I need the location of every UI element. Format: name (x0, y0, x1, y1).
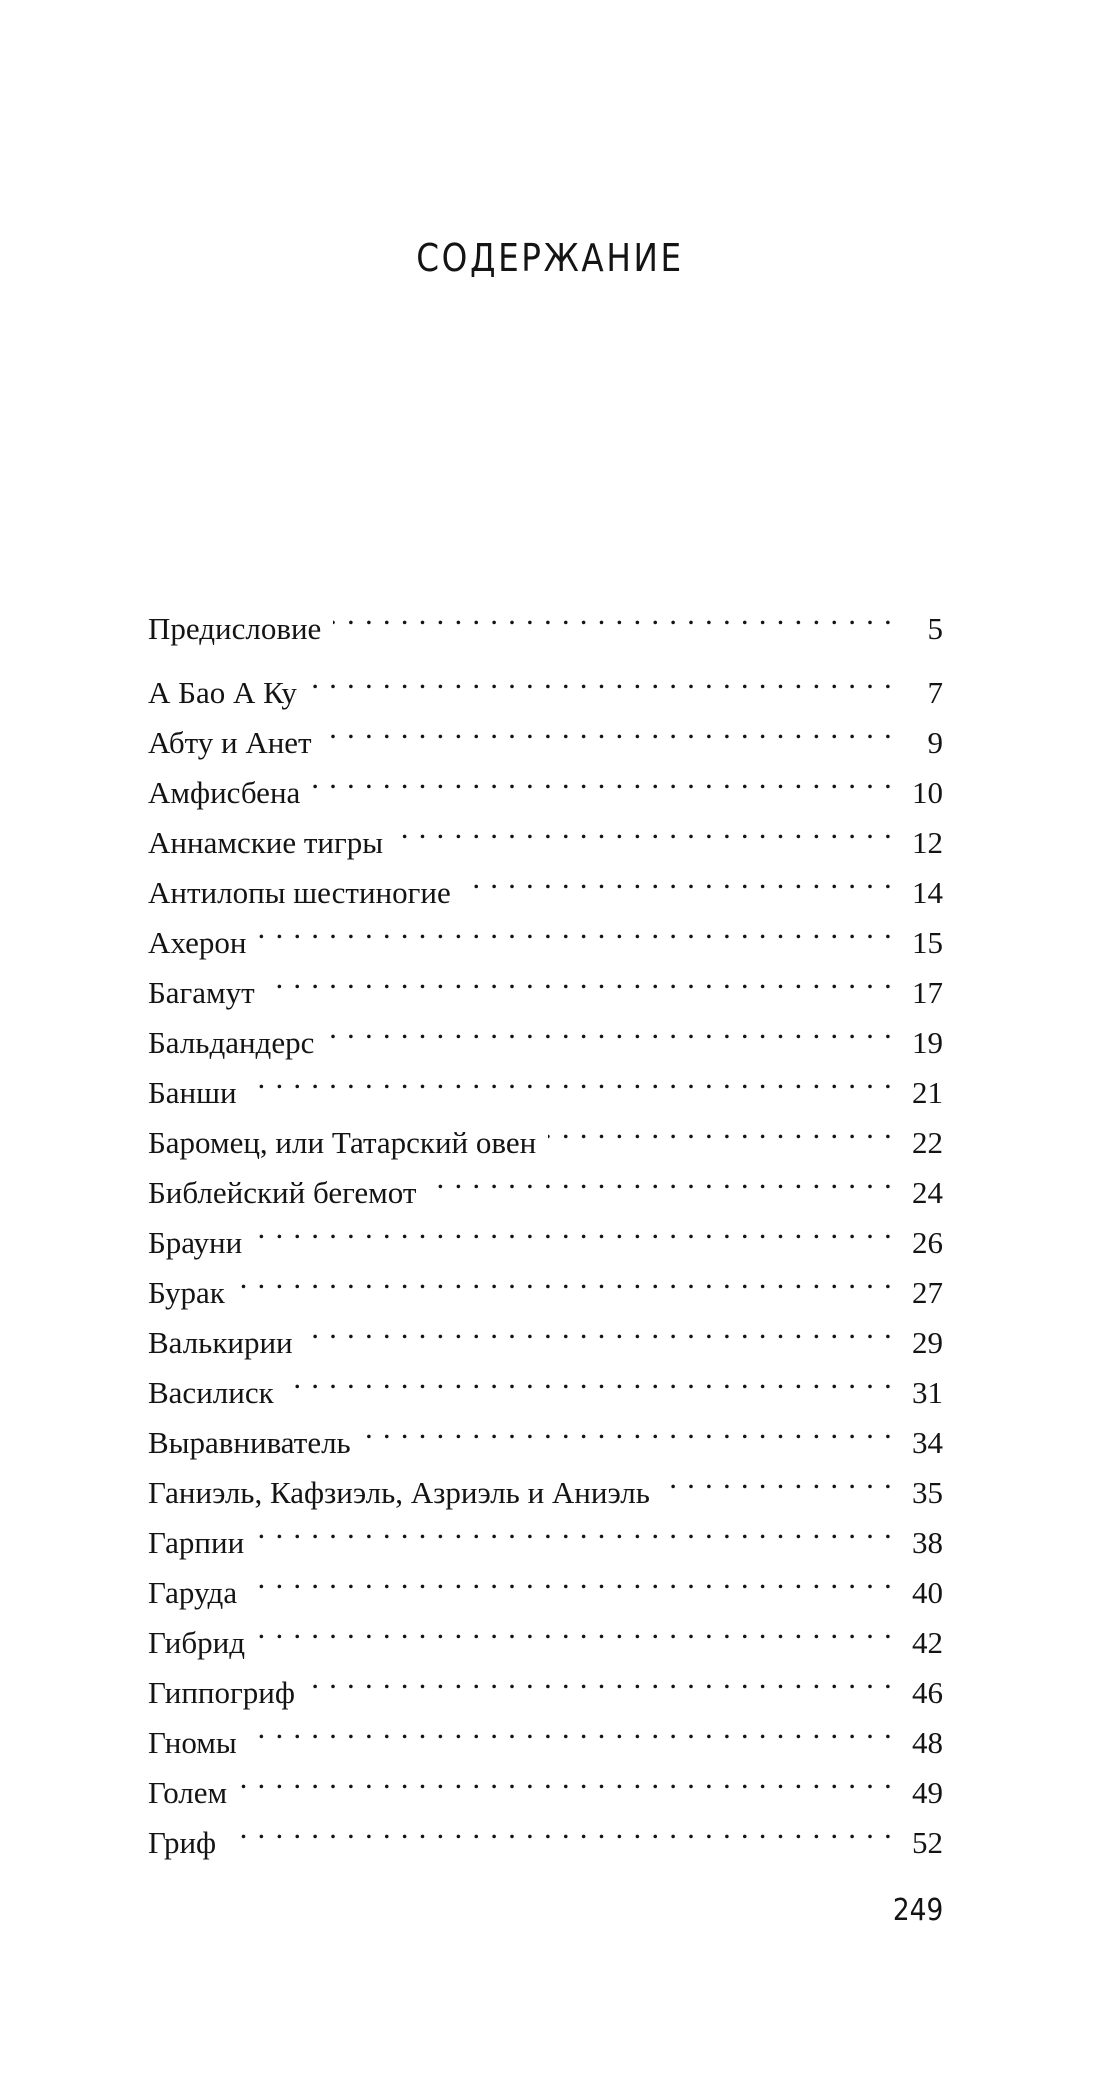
dot-leader (267, 953, 901, 1003)
toc-entry-title: Багамут (148, 975, 255, 1010)
toc-entry-title: Библейский бегемот (148, 1175, 417, 1210)
toc-entry-page-number: 42 (912, 1625, 943, 1660)
dot-leader (286, 1353, 901, 1403)
toc-entry-page-number: 9 (927, 725, 943, 760)
toc-entry-title: Бурак (148, 1275, 225, 1310)
dot-leader (395, 803, 901, 853)
toc-entry-title: А Бао А Ку (148, 675, 297, 710)
dot-leader (258, 903, 901, 953)
toc-entry-title: Баромец, или Татарский овен (148, 1125, 537, 1160)
toc-entry (148, 953, 943, 1010)
toc-entry-page-number: 27 (912, 1275, 943, 1310)
toc-entry-title: Предисловие (148, 611, 322, 646)
toc-entry (148, 1103, 943, 1160)
toc-entry (148, 1653, 943, 1710)
toc-entry-title: Гибрид (148, 1625, 245, 1660)
toc-entry-page-number: 34 (912, 1425, 943, 1460)
toc-entry-page-number: 14 (912, 875, 943, 910)
toc-entry-title: Василиск (148, 1375, 274, 1410)
toc-entry-page-number: 5 (927, 611, 943, 646)
toc-entry-page-number: 40 (912, 1575, 943, 1610)
toc-entry (148, 1203, 943, 1260)
dot-leader (257, 1603, 901, 1653)
toc-entry-title: Банши (148, 1075, 237, 1110)
dot-leader (249, 1703, 901, 1753)
dot-leader (249, 1553, 901, 1603)
page-number: 249 (892, 1893, 943, 1928)
toc-entry-title: Гриф (148, 1825, 217, 1860)
dot-leader (363, 1403, 901, 1453)
toc-entry (148, 1303, 943, 1360)
dot-leader (463, 853, 901, 903)
dot-leader (237, 1253, 901, 1303)
dot-leader (254, 1203, 901, 1253)
toc-entry-page-number: 10 (912, 775, 943, 810)
toc-entry-title: Бальдандерс (148, 1025, 315, 1060)
toc-entry-title: Аннамские тигры (148, 825, 384, 860)
toc-entry-page-number: 21 (912, 1075, 943, 1110)
toc-entry-page-number: 26 (912, 1225, 943, 1260)
dot-leader (548, 1103, 901, 1153)
dot-leader (333, 589, 901, 639)
toc-entry-page-number: 31 (912, 1375, 943, 1410)
toc-entry-page-number: 35 (912, 1475, 943, 1510)
dot-leader (309, 653, 901, 703)
toc-entry-title: Выравниватель (148, 1425, 351, 1460)
toc-entry-title: Гиппогриф (148, 1675, 295, 1710)
toc-entry (148, 1703, 943, 1760)
toc-entry-page-number: 49 (912, 1775, 943, 1810)
page-title: СОДЕРЖАНИЕ (416, 236, 684, 280)
dot-leader (428, 1153, 901, 1203)
toc-entry-title: Гарпии (148, 1525, 245, 1560)
toc-entry-page-number: 17 (912, 975, 943, 1010)
dot-leader (324, 703, 901, 753)
toc-entry-page-number: 19 (912, 1025, 943, 1060)
toc-entry-page-number: 48 (912, 1725, 943, 1760)
toc-entry-page-number: 24 (912, 1175, 943, 1210)
dot-leader (239, 1753, 901, 1803)
toc-entry (148, 1503, 943, 1560)
dot-leader (249, 1053, 901, 1103)
dot-leader (312, 753, 901, 803)
toc-entry-title: Антилопы шестиногие (148, 875, 451, 910)
toc-entry-title: Валькирии (148, 1325, 293, 1360)
toc-entry (148, 589, 943, 646)
dot-leader (307, 1653, 901, 1703)
toc-entry-title: Голем (148, 1775, 228, 1810)
toc-entry-title: Гномы (148, 1725, 237, 1760)
toc-entry (148, 1803, 943, 1860)
toc-entry-title: Ганиэль, Кафзиэль, Азриэль и Аниэль (148, 1475, 650, 1510)
dot-leader (256, 1503, 901, 1553)
toc-entry-page-number: 22 (912, 1125, 943, 1160)
dot-leader (662, 1453, 901, 1503)
toc-entry-page-number: 12 (912, 825, 943, 860)
toc-entry-title: Ахерон (148, 925, 247, 960)
toc-entry-title: Брауни (148, 1225, 243, 1260)
toc-entry (148, 1003, 943, 1060)
toc-entry-title: Гаруда (148, 1575, 238, 1610)
dot-leader (305, 1303, 901, 1353)
toc-entry (148, 1603, 943, 1660)
toc-entry (148, 903, 943, 960)
table-of-contents (148, 589, 943, 1860)
toc-entry (148, 1053, 943, 1110)
toc-entry-title: Абту и Анет (148, 725, 312, 760)
toc-entry (148, 1553, 943, 1610)
toc-entry (148, 1253, 943, 1310)
toc-entry (148, 653, 943, 710)
toc-entry-page-number: 15 (912, 925, 943, 960)
dot-leader (326, 1003, 901, 1053)
toc-entry (148, 1753, 943, 1810)
toc-entry-page-number: 29 (912, 1325, 943, 1360)
toc-entry-page-number: 52 (912, 1825, 943, 1860)
toc-entry-page-number: 38 (912, 1525, 943, 1560)
toc-entry-page-number: 46 (912, 1675, 943, 1710)
toc-entry-title: Амфисбена (148, 775, 301, 810)
toc-entry-page-number: 7 (927, 675, 943, 710)
dot-leader (228, 1803, 901, 1853)
